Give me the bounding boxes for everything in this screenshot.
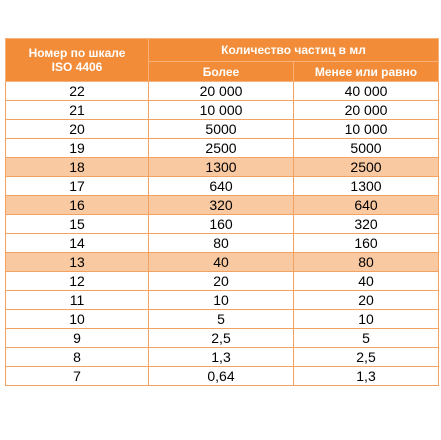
- more-cell: 5000: [149, 120, 294, 139]
- less-cell: 5: [294, 329, 439, 348]
- scale-cell: 19: [6, 139, 149, 158]
- more-cell: 20 000: [149, 82, 294, 101]
- more-cell: 0,64: [149, 367, 294, 386]
- scale-number-header: [6, 39, 149, 82]
- less-cell: 160: [294, 234, 439, 253]
- table-row: [6, 101, 439, 120]
- table-body: [6, 82, 439, 386]
- scale-cell: 15: [6, 215, 149, 234]
- table-row: [6, 139, 439, 158]
- less-cell: 40: [294, 272, 439, 291]
- more-than-header: Более: [149, 62, 294, 82]
- scale-cell: 16: [6, 196, 149, 215]
- table-row-highlighted: [6, 158, 439, 177]
- scale-cell: 7: [6, 367, 149, 386]
- more-cell: 640: [149, 177, 294, 196]
- less-or-equal-header: Менее или равно: [294, 62, 439, 82]
- scale-cell: 9: [6, 329, 149, 348]
- scale-cell: 18: [6, 158, 149, 177]
- scale-cell: 11: [6, 291, 149, 310]
- more-cell: 2,5: [149, 329, 294, 348]
- table-row-highlighted: [6, 253, 439, 272]
- less-cell: 1,3: [294, 367, 439, 386]
- more-cell: 20: [149, 272, 294, 291]
- less-cell: 320: [294, 215, 439, 234]
- less-cell: 40 000: [294, 82, 439, 101]
- table-row: [6, 82, 439, 101]
- scale-cell: 13: [6, 253, 149, 272]
- more-cell: 1300: [149, 158, 294, 177]
- less-cell: 640: [294, 196, 439, 215]
- scale-cell: 20: [6, 120, 149, 139]
- table-row: [6, 215, 439, 234]
- table-row: [6, 329, 439, 348]
- scale-header-line1: Номер по шкале: [28, 46, 126, 60]
- more-cell: 320: [149, 196, 294, 215]
- less-cell: 20: [294, 291, 439, 310]
- more-cell: 1,3: [149, 348, 294, 367]
- scale-cell: 8: [6, 348, 149, 367]
- table-row: [6, 177, 439, 196]
- scale-header-line2: ISO 4406: [51, 60, 103, 74]
- more-cell: 10 000: [149, 101, 294, 120]
- less-cell: 2500: [294, 158, 439, 177]
- more-cell: 5: [149, 310, 294, 329]
- iso-4406-table-container: [5, 38, 438, 386]
- table-header: [6, 39, 439, 82]
- table-row-highlighted: [6, 196, 439, 215]
- scale-cell: 22: [6, 82, 149, 101]
- scale-cell: 17: [6, 177, 149, 196]
- table-row: [6, 120, 439, 139]
- table-row: [6, 291, 439, 310]
- table-row: [6, 234, 439, 253]
- more-cell: 2500: [149, 139, 294, 158]
- table-row: [6, 310, 439, 329]
- table-row: [6, 348, 439, 367]
- less-cell: 80: [294, 253, 439, 272]
- less-cell: 5000: [294, 139, 439, 158]
- less-cell: 10: [294, 310, 439, 329]
- table-row: [6, 367, 439, 386]
- less-cell: 10 000: [294, 120, 439, 139]
- more-cell: 160: [149, 215, 294, 234]
- scale-cell: 12: [6, 272, 149, 291]
- less-cell: 1300: [294, 177, 439, 196]
- scale-cell: 10: [6, 310, 149, 329]
- scale-cell: 21: [6, 101, 149, 120]
- iso-4406-table: [5, 38, 439, 386]
- more-cell: 10: [149, 291, 294, 310]
- particle-count-header: Количество частиц в мл: [149, 39, 439, 62]
- scale-cell: 14: [6, 234, 149, 253]
- less-cell: 2,5: [294, 348, 439, 367]
- less-cell: 20 000: [294, 101, 439, 120]
- more-cell: 80: [149, 234, 294, 253]
- more-cell: 40: [149, 253, 294, 272]
- table-row: [6, 272, 439, 291]
